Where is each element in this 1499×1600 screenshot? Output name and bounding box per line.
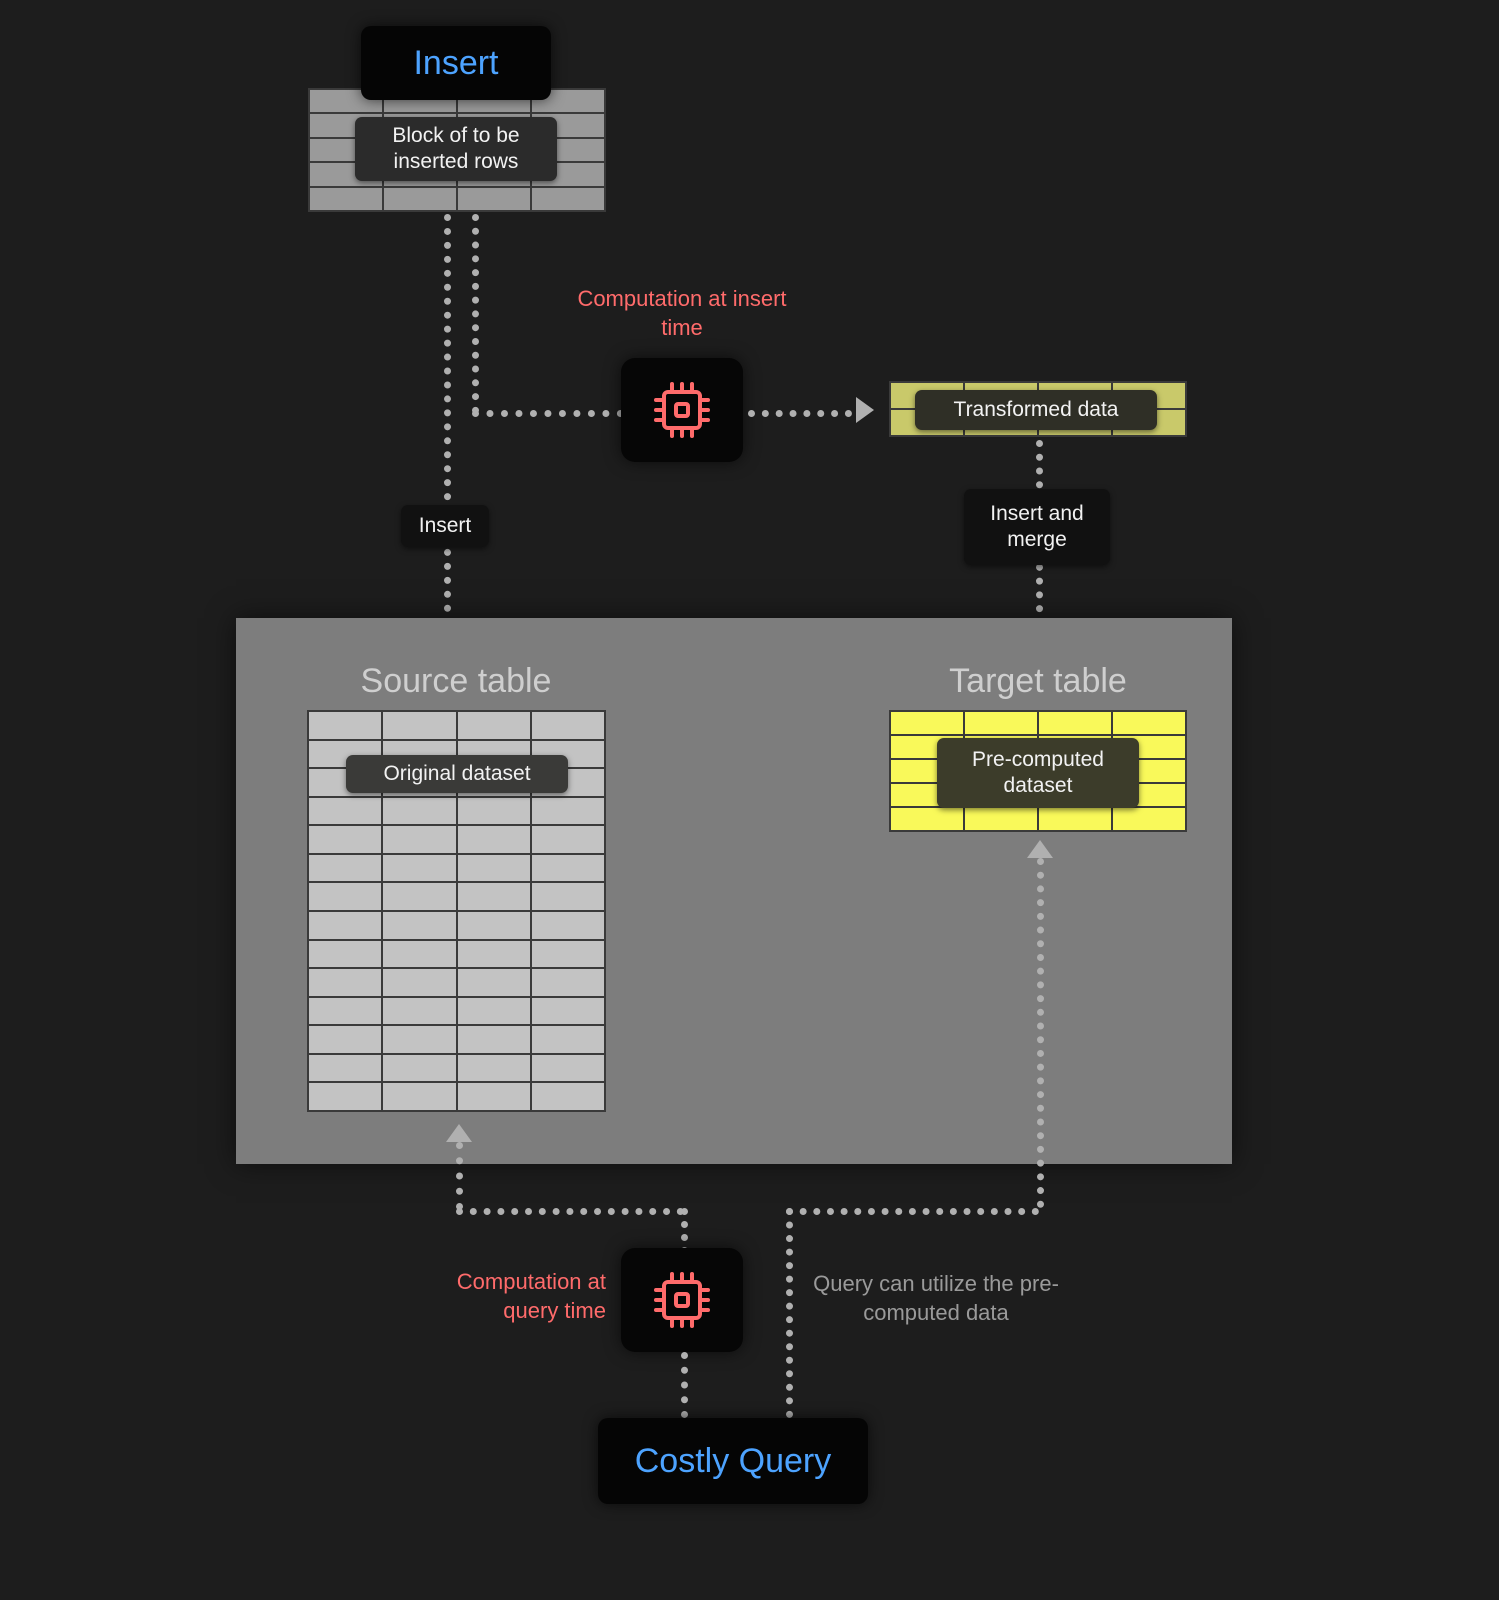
table-cell: [1038, 807, 1112, 831]
table-cell: [531, 968, 605, 997]
transformed-data-label: [915, 390, 1157, 430]
table-cell: [531, 1082, 605, 1111]
insert-block-label: [355, 117, 557, 181]
target-table-title: [888, 662, 1188, 701]
original-dataset-label: [346, 755, 568, 793]
table-cell: [1038, 711, 1112, 735]
table-cell: [382, 711, 456, 740]
arrow-query-to-target: [1027, 840, 1053, 858]
table-cell: [531, 940, 605, 969]
table-cell: [382, 911, 456, 940]
computation-query-time-text: Computation at query time: [456, 1269, 606, 1323]
table-cell: [457, 187, 531, 211]
connector-query-source-horizontal: [456, 1208, 684, 1215]
target-table-title-text: Target table: [949, 662, 1127, 700]
table-cell: [382, 1082, 456, 1111]
costly-query-box: [598, 1418, 868, 1504]
connector-insert-to-source: [444, 214, 451, 626]
table-cell: [382, 968, 456, 997]
table-cell: [457, 1054, 531, 1083]
table-cell: [308, 968, 382, 997]
connector-chip-to-costly-query: [681, 1352, 688, 1418]
table-cell: [457, 711, 531, 740]
table-cell: [383, 187, 457, 211]
source-table-title: [306, 662, 606, 701]
table-cell: [382, 940, 456, 969]
table-cell: [309, 187, 383, 211]
transformed-data-label-text: Transformed data: [953, 397, 1119, 421]
table-cell: [890, 711, 964, 735]
query-utilize-note: [810, 1270, 1062, 1327]
computation-insert-time-label: [576, 285, 788, 342]
table-cell: [457, 882, 531, 911]
insert-box-label: Insert: [413, 43, 499, 82]
table-cell: [382, 854, 456, 883]
insert-and-merge-label-text: Insert and merge: [990, 501, 1084, 551]
table-cell: [457, 797, 531, 826]
connector-insert-to-chip-horizontal: [472, 410, 624, 417]
table-cell: [382, 1025, 456, 1054]
table-cell: [382, 1054, 456, 1083]
connector-query-target-horizontal: [786, 1208, 1039, 1215]
chip-query-icon: [621, 1248, 743, 1352]
table-cell: [531, 825, 605, 854]
table-cell: [308, 997, 382, 1026]
table-cell: [457, 997, 531, 1026]
precomputed-dataset-label: [937, 738, 1139, 808]
table-cell: [308, 911, 382, 940]
table-cell: [1112, 807, 1186, 831]
table-cell: [457, 940, 531, 969]
table-cell: [457, 1082, 531, 1111]
connector-insert-to-chip-vertical: [472, 214, 479, 414]
table-cell: [308, 825, 382, 854]
table-cell: [457, 968, 531, 997]
source-table-title-text: Source table: [360, 662, 552, 700]
connector-query-source-vertical: [456, 1142, 463, 1210]
table-cell: [308, 1054, 382, 1083]
table-cell: [890, 807, 964, 831]
table-cell: [457, 825, 531, 854]
table-cell: [531, 997, 605, 1026]
table-cell: [308, 940, 382, 969]
computation-query-time-label: [420, 1268, 606, 1325]
table-cell: [308, 711, 382, 740]
table-cell: [531, 711, 605, 740]
table-cell: [382, 997, 456, 1026]
connector-query-target-vertical: [1037, 858, 1044, 1208]
table-cell: [382, 882, 456, 911]
table-cell: [531, 882, 605, 911]
table-cell: [382, 825, 456, 854]
table-cell: [531, 187, 605, 211]
insert-edge-label: [401, 505, 489, 547]
table-cell: [531, 911, 605, 940]
arrow-query-to-source: [446, 1124, 472, 1142]
table-cell: [308, 797, 382, 826]
table-cell: [531, 854, 605, 883]
insert-box: [361, 26, 551, 100]
table-cell: [531, 797, 605, 826]
table-cell: [531, 1054, 605, 1083]
table-cell: [1112, 711, 1186, 735]
arrow-chip-to-transformed: [856, 397, 874, 423]
insert-edge-label-text: Insert: [418, 513, 472, 537]
table-cell: [964, 711, 1038, 735]
table-cell: [457, 1025, 531, 1054]
insert-and-merge-label: [964, 489, 1110, 565]
precomputed-dataset-label-text: Pre-computed dataset: [972, 747, 1104, 797]
table-cell: [308, 1025, 382, 1054]
table-cell: [964, 807, 1038, 831]
original-dataset-label-text: Original dataset: [383, 761, 531, 785]
connector-query-target-down: [786, 1208, 793, 1418]
connector-chip-to-transformed: [748, 410, 852, 417]
table-cell: [531, 1025, 605, 1054]
computation-insert-time-text: Computation at insert time: [577, 286, 787, 340]
chip-insert-icon: [621, 358, 743, 462]
table-cell: [457, 854, 531, 883]
table-cell: [308, 1082, 382, 1111]
table-cell: [308, 882, 382, 911]
table-cell: [382, 797, 456, 826]
insert-block-label-text: Block of to be inserted rows: [392, 123, 520, 173]
table-cell: [457, 911, 531, 940]
query-utilize-note-text: Query can utilize the pre-computed data: [813, 1271, 1059, 1325]
table-cell: [308, 854, 382, 883]
costly-query-label: Costly Query: [634, 1441, 832, 1480]
